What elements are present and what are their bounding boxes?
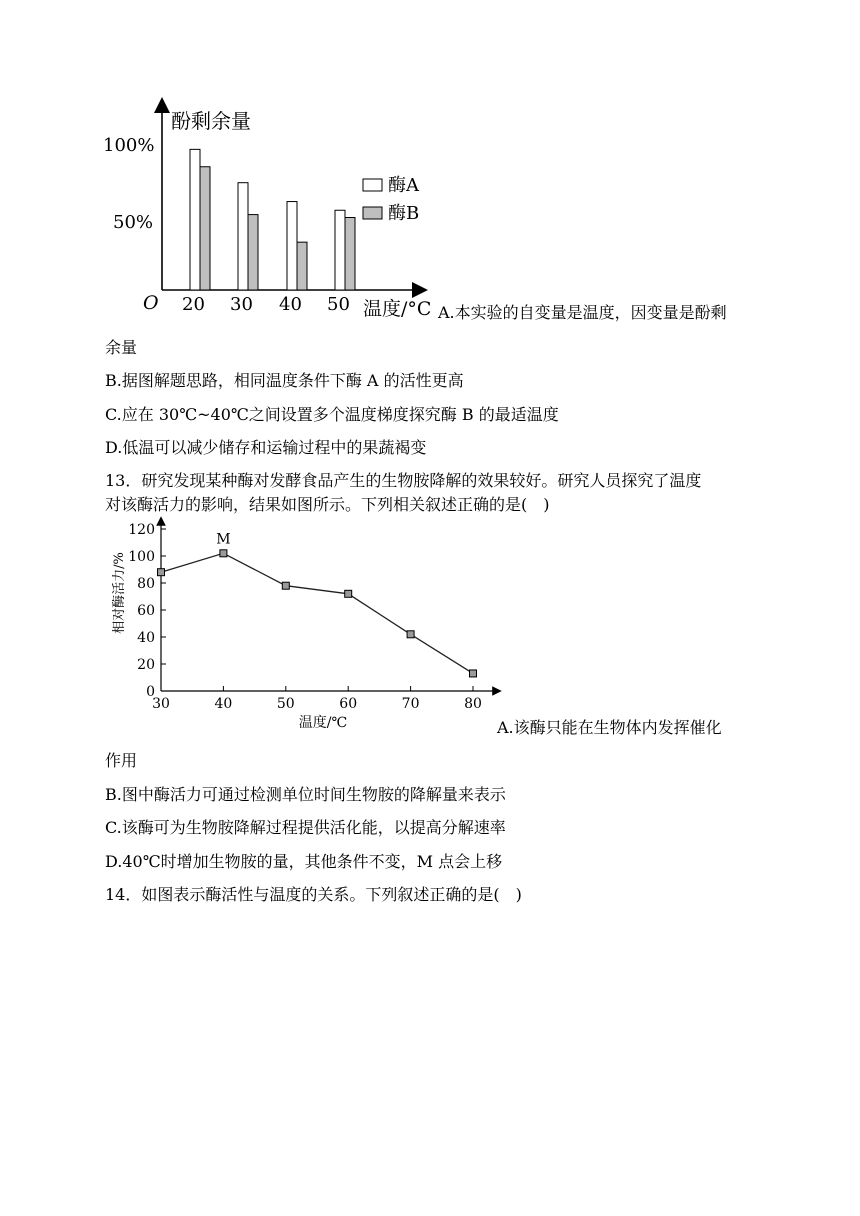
legend-swatch-enzyme-b <box>363 207 382 219</box>
series-line-group <box>158 531 477 677</box>
q12-option-c: C.应在 30℃~40℃之间设置多个温度梯度探究酶 B 的最适温度 <box>105 405 559 424</box>
x-tick-label: 40 <box>214 696 233 712</box>
y-axis-label: 酚剩余量 <box>171 109 251 133</box>
y-tick-label: 20 <box>137 657 155 673</box>
bar-enzyme-b-20 <box>200 167 210 290</box>
bar-enzyme-b-30 <box>248 215 258 290</box>
bar-enzyme-b-50 <box>345 218 355 291</box>
data-point-80 <box>470 670 477 677</box>
x-axis-label: 温度/°C <box>363 298 432 320</box>
data-point-50 <box>282 582 289 589</box>
q13-option-c: C.该酶可为生物胺降解过程提供活化能，以提高分解速率 <box>105 818 506 837</box>
q13-option-a-line1: A.该酶只能在生物体内发挥催化 <box>497 718 722 737</box>
bar-enzyme-a-30 <box>238 183 248 290</box>
y-tick-label: 0 <box>146 684 155 700</box>
x-tick-label: 30 <box>152 696 170 712</box>
y-axis-label: 相对酶活力/% <box>112 552 127 634</box>
enzyme-activity-line-chart <box>105 515 505 735</box>
y-tick-group <box>128 522 166 700</box>
x-tick-label: 80 <box>464 696 482 712</box>
y-tick-100: 100% <box>103 135 155 156</box>
bar-group <box>190 149 355 290</box>
y-tick-label: 60 <box>137 603 155 619</box>
series-line <box>161 553 473 673</box>
q13-stem-line1: 13．研究发现某种酶对发酵食品产生的生物胺降解的效果较好。研究人员探究了温度 <box>105 471 702 490</box>
y-tick-50: 50% <box>113 212 154 233</box>
q14-stem: 14．如图表示酶活性与温度的关系。下列叙述正确的是( ) <box>105 885 522 904</box>
x-tick-label: 70 <box>401 696 420 712</box>
x-tick-50: 50 <box>327 294 350 315</box>
bar-enzyme-b-40 <box>297 242 307 290</box>
q12-option-d: D.低温可以减少储存和运输过程中的果蔬褐变 <box>105 438 427 457</box>
q12-option-a-line1: A.本实验的自变量是温度，因变量是酚剩 <box>438 303 727 322</box>
data-point-60 <box>345 590 352 597</box>
origin-label: O <box>143 292 159 314</box>
y-tick-label: 80 <box>137 576 155 592</box>
q13-option-a-line2: 作用 <box>105 751 138 770</box>
x-axis-label: 温度/℃ <box>298 715 348 731</box>
bar-enzyme-a-40 <box>287 202 297 290</box>
legend-swatch-enzyme-a <box>363 179 382 191</box>
q12-option-a-line2: 余量 <box>105 338 138 357</box>
y-tick-label: 120 <box>128 522 155 538</box>
x-tick-20: 20 <box>182 294 205 315</box>
q13-option-d: D.40℃时增加生物胺的量，其他条件不变，M 点会上移 <box>105 852 503 871</box>
bar-enzyme-a-50 <box>335 210 345 290</box>
q13-option-b: B.图中酶活力可通过检测单位时间生物胺的降解量来表示 <box>105 785 506 804</box>
x-tick-label: 60 <box>339 696 358 712</box>
q13-stem-line2: 对该酶活力的影响，结果如图所示。下列相关叙述正确的是( ) <box>105 495 550 514</box>
legend-label-enzyme-a: 酶A <box>388 175 419 196</box>
y-tick-label: 100 <box>128 549 155 565</box>
point-m-label: M <box>216 531 231 548</box>
y-tick-label: 40 <box>137 630 155 646</box>
bar-enzyme-a-20 <box>190 149 200 290</box>
data-point-40 <box>220 550 227 557</box>
data-point-30 <box>158 569 165 576</box>
phenol-residue-bar-chart <box>95 95 445 320</box>
x-tick-group <box>152 686 482 712</box>
data-point-70 <box>407 631 414 638</box>
q12-option-b: B.据图解题思路，相同温度条件下酶 A 的活性更高 <box>105 371 464 390</box>
legend-label-enzyme-b: 酶B <box>388 203 420 224</box>
x-tick-30: 30 <box>230 294 253 315</box>
x-tick-label: 50 <box>276 696 295 712</box>
x-tick-40: 40 <box>279 294 302 315</box>
